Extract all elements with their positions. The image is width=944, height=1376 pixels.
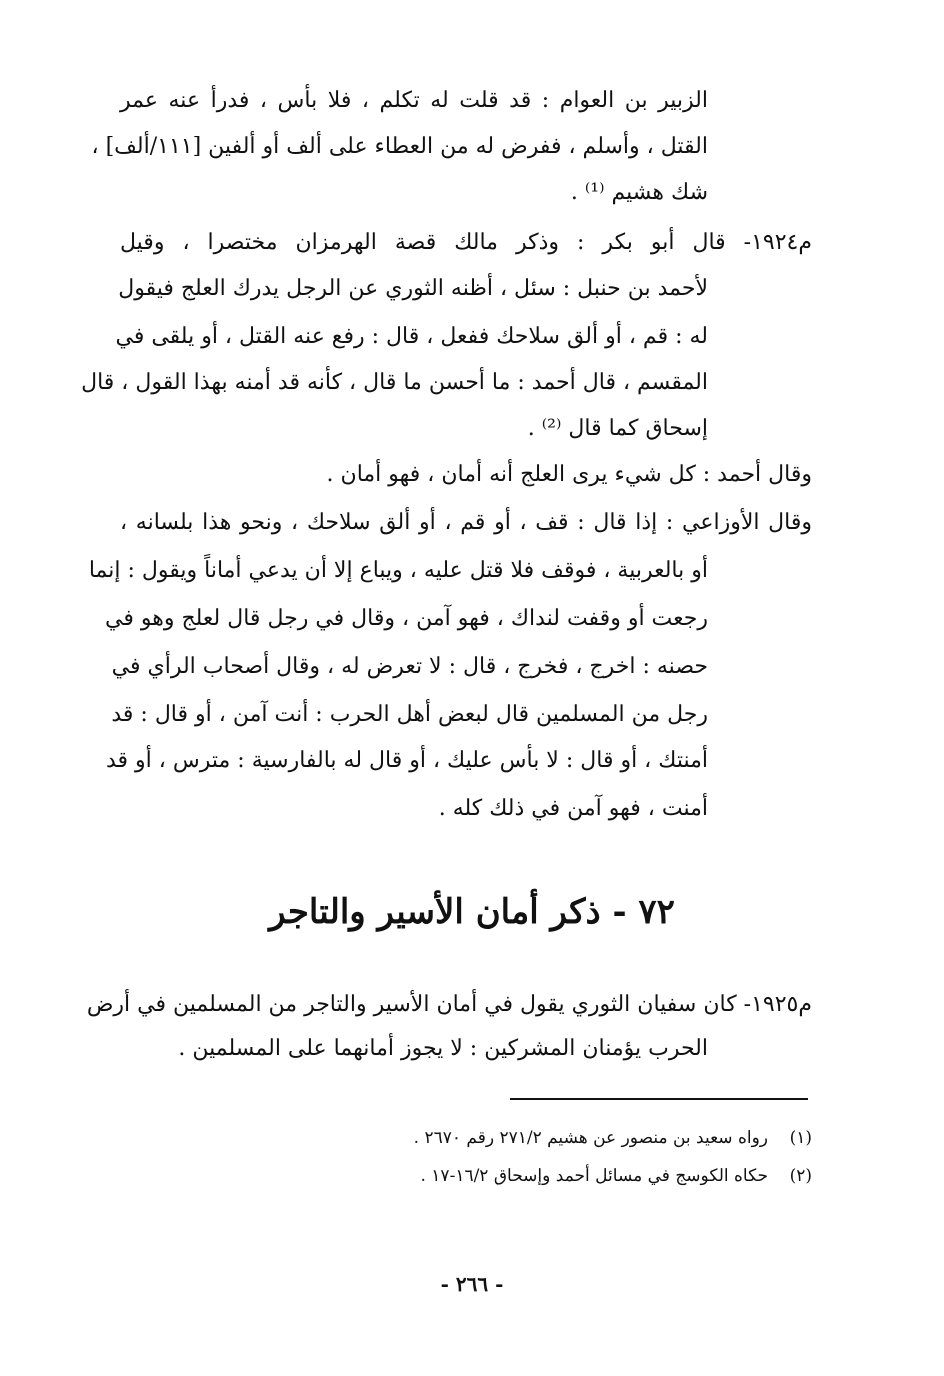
text-line: الزبير بن العوام : قد قلت له تكلم ، فلا بأس ، فدرأ عنه عمر [120, 88, 708, 113]
text-line: المقسم ، قال أحمد : ما أحسن ما قال ، كأنه قد أمنه بهذا القول ، قال [81, 370, 708, 395]
text-line: حصنه : اخرج ، فخرج ، قال : لا تعرض له ، وقال أصحاب الرأي في [111, 654, 708, 679]
text-line-entry-1924: م١٩٢٤- قال أبو بكر : وذكر مالك قصة الهرمزان مختصرا ، وقيل [120, 230, 812, 255]
footnote [420, 1164, 812, 1188]
footnote-text: حكاه الكوسج في مسائل أحمد وإسحاق ١٦/٢-١٧ . [420, 1166, 768, 1186]
footnote-number: (٢) [789, 1166, 812, 1186]
text-line: شك هشيم ⁽¹⁾ . [570, 180, 708, 205]
text-line: وقال الأوزاعي : إذا قال : قف ، أو قم ، أو ألق سلاحك ، ونحو هذا بلسانه ، [120, 510, 812, 535]
text-line: القتل ، وأسلم ، ففرض له من العطاء على ألف أو ألفين [١١١/ألف] ، [91, 134, 708, 159]
text-line: رجل من المسلمين قال لبعض أهل الحرب : أنت آمن ، أو قال : قد [111, 702, 708, 727]
footnote [414, 1126, 812, 1150]
footnote-text: رواه سعيد بن منصور عن هشيم ٢٧١/٢ رقم ٢٦٧٠ . [413, 1128, 768, 1148]
text-line: لأحمد بن حنبل : سئل ، أظنه الثوري عن الرجل يدرك العلج فيقول [118, 276, 708, 301]
text-line-entry-1925: م١٩٢٥- كان سفيان الثوري يقول في أمان الأسير والتاجر من المسلمين في أرض [86, 992, 812, 1017]
page-number: - ٢٦٦ - [440, 1272, 504, 1296]
footnote-number: (١) [789, 1128, 812, 1148]
text-line: وقال أحمد : كل شيء يرى العلج أنه أمان ، فهو أمان . [326, 462, 812, 487]
text-line: له : قم ، أو ألق سلاحك ففعل ، قال : رفع عنه القتل ، أو يلقى في [115, 324, 708, 349]
text-line: أو بالعربية ، فوقف فلا قتل عليه ، ويباع إلا أن يدعي أماناً ويقول : إنما [88, 558, 708, 583]
footnote-divider [510, 1098, 808, 1100]
text-line: إسحاق كما قال ⁽²⁾ . [527, 416, 708, 441]
text-line: الحرب يؤمنان المشركين : لا يجوز أمانهما على المسلمين . [178, 1036, 708, 1061]
section-heading: ٧٢ - ذكر أمان الأسير والتاجر [269, 892, 675, 932]
text-line: أمنت ، فهو آمن في ذلك كله . [438, 796, 708, 821]
text-line: رجعت أو وقفت لنداك ، فهو آمن ، وقال في رجل قال لعلج وهو في [105, 606, 708, 631]
text-line: أمنتك ، أو قال : لا بأس عليك ، أو قال له بالفارسية : مترس ، أو قد [106, 748, 708, 773]
